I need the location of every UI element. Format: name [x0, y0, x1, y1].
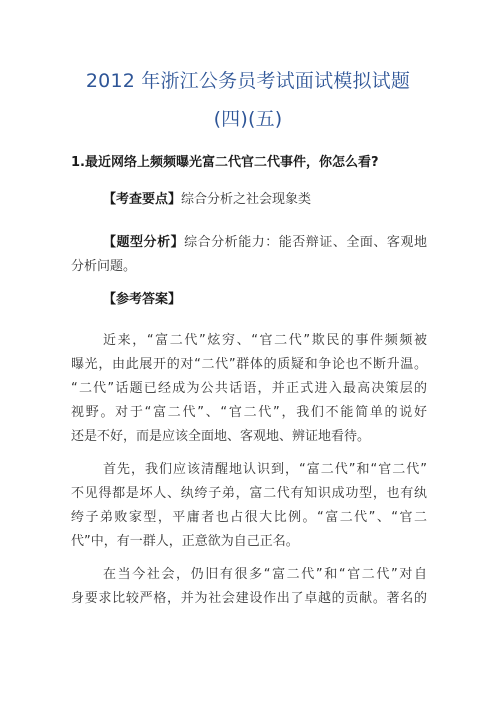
analysis-text-line-1: 综合分析能力：能否辩证、全面、客观地 — [184, 235, 427, 250]
paragraph-line: 首先，我们应该清醒地认识到，“富二代”和“官二代” — [103, 462, 427, 477]
key-points-label: 【考查要点】 — [103, 192, 182, 207]
analysis-label: 【题型分析】 — [103, 235, 185, 250]
paragraph-line: 还是不好，而是应该全面地、客观地、辨证地看待。 — [71, 429, 371, 444]
key-points-paragraph — [71, 188, 427, 212]
answer-paragraph-3 — [71, 563, 427, 611]
paragraph-line: 近来，“富二代”炫穷、“官二代”欺民的事件频频被 — [103, 333, 427, 348]
paragraph-line: 不见得都是坏人、纨绔子弟，富二代有知识成功型，也有纨 — [71, 486, 427, 501]
answer-label-paragraph — [71, 288, 427, 312]
answer-paragraph-1 — [71, 329, 427, 449]
document-title-line-1: 2012 年浙江公务员考试面试模拟试题 — [85, 70, 411, 92]
analysis-paragraph — [71, 231, 427, 279]
paragraph-line: 曝光，由此展开的对“二代”群体的质疑和争论也不断升温。 — [71, 357, 427, 372]
answer-paragraph-2 — [71, 458, 427, 554]
paragraph-line: 在当今社会，仍旧有很多“富二代”和“官二代”对自 — [103, 567, 427, 582]
question-heading: 1.最近网络上频频曝光富二代官二代事件，你怎么看? — [71, 155, 379, 170]
answer-label: 【参考答案】 — [103, 292, 182, 307]
analysis-text-line-2: 分析问题。 — [71, 259, 137, 274]
paragraph-line: 绔子弟败家型，平庸者也占很大比例。“富二代”、“官二 — [71, 510, 427, 525]
document-title-line-2: (四)(五) — [213, 108, 283, 130]
paragraph-line: 代”中，有一群人，正意欲为自己正名。 — [71, 534, 299, 549]
paragraph-line: “二代”话题已经成为公共话语，并正式进入最高决策层的 — [71, 381, 427, 396]
paragraph-line: 身要求比较严格，并为社会建设作出了卓越的贡献。著名的 — [71, 591, 427, 606]
key-points-text: 综合分析之社会现象类 — [181, 192, 312, 207]
paragraph-line: 视野。对于“富二代”、“官二代”，我们不能简单的说好 — [71, 405, 427, 420]
